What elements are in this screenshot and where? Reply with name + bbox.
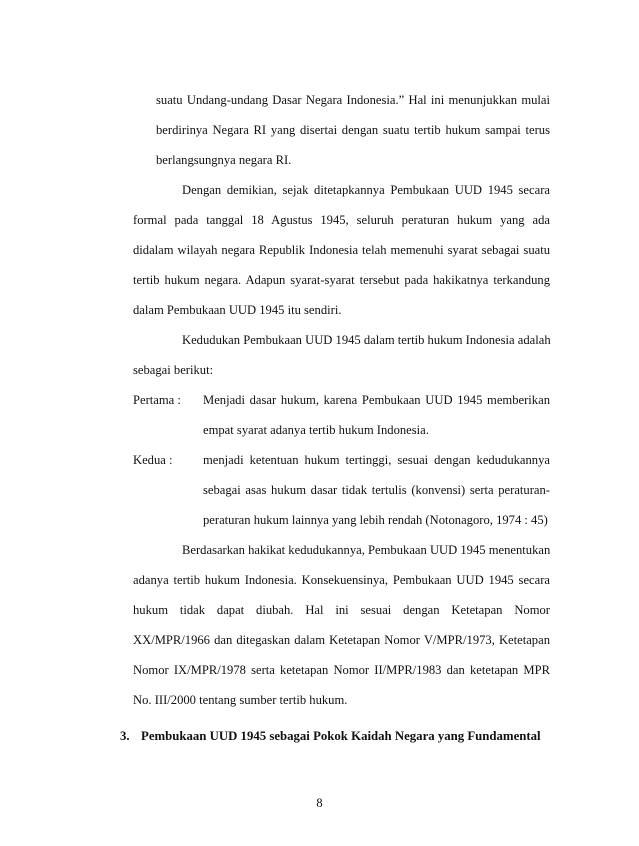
list-item-line: peraturan hukum lainnya yang lebih rendah (Notonagoro, 1974 : 45) bbox=[203, 513, 548, 527]
list-item-line: Menjadi dasar hukum, karena Pembukaan UUD 1945 memberikan bbox=[203, 393, 550, 407]
text-line: berlangsungnya negara RI. bbox=[156, 153, 292, 167]
list-item-line: menjadi ketentuan hukum tertinggi, sesuai dengan kedudukannya bbox=[203, 453, 550, 467]
text-line: didalam wilayah negara Republik Indonesia telah memenuhi syarat sebagai suatu bbox=[133, 243, 550, 257]
text-line: adanya tertib hukum Indonesia. Konsekuensinya, Pembukaan UUD 1945 secara bbox=[133, 573, 550, 587]
text-line: No. III/2000 tentang sumber tertib hukum. bbox=[133, 693, 348, 707]
list-item-line: sebagai asas hukum dasar tidak tertulis (konvensi) serta peraturan- bbox=[203, 483, 550, 497]
text-line: sebagai berikut: bbox=[133, 363, 214, 377]
section-title: Pembukaan UUD 1945 sebagai Pokok Kaidah Negara yang Fundamental bbox=[141, 729, 541, 743]
list-label: Kedua : bbox=[133, 453, 173, 467]
text-line: dalam Pembukaan UUD 1945 itu sendiri. bbox=[133, 303, 342, 317]
list-item-line: empat syarat adanya tertib hukum Indonesia. bbox=[203, 423, 429, 437]
text-line: suatu Undang-undang Dasar Negara Indonesia.” Hal ini menunjukkan mulai bbox=[156, 93, 550, 107]
text-line: formal pada tanggal 18 Agustus 1945, seluruh peraturan hukum yang ada bbox=[133, 213, 550, 227]
text-line: berdirinya Negara RI yang disertai dengan suatu tertib hukum sampai terus bbox=[156, 123, 550, 137]
text-line: XX/MPR/1966 dan ditegaskan dalam Ketetapan Nomor V/MPR/1973, Ketetapan bbox=[133, 633, 550, 647]
text-line: Kedudukan Pembukaan UUD 1945 dalam tertib hukum Indonesia adalah bbox=[182, 333, 551, 347]
text-line: hukum tidak dapat diubah. Hal ini sesuai dengan Ketetapan Nomor bbox=[133, 603, 550, 617]
list-label: Pertama : bbox=[133, 393, 181, 407]
page-number: 8 bbox=[316, 796, 323, 810]
text-line: Berdasarkan hakikat kedudukannya, Pembukaan UUD 1945 menentukan bbox=[182, 543, 551, 557]
section-number: 3. bbox=[120, 729, 130, 743]
section-heading bbox=[120, 726, 541, 746]
text-line: Nomor IX/MPR/1978 serta ketetapan Nomor II/MPR/1983 dan ketetapan MPR bbox=[133, 663, 550, 677]
text-line: Dengan demikian, sejak ditetapkannya Pembukaan UUD 1945 secara bbox=[182, 183, 550, 197]
text-line: tertib hukum negara. Adapun syarat-syarat tersebut pada hakikatnya terkandung bbox=[133, 273, 550, 287]
